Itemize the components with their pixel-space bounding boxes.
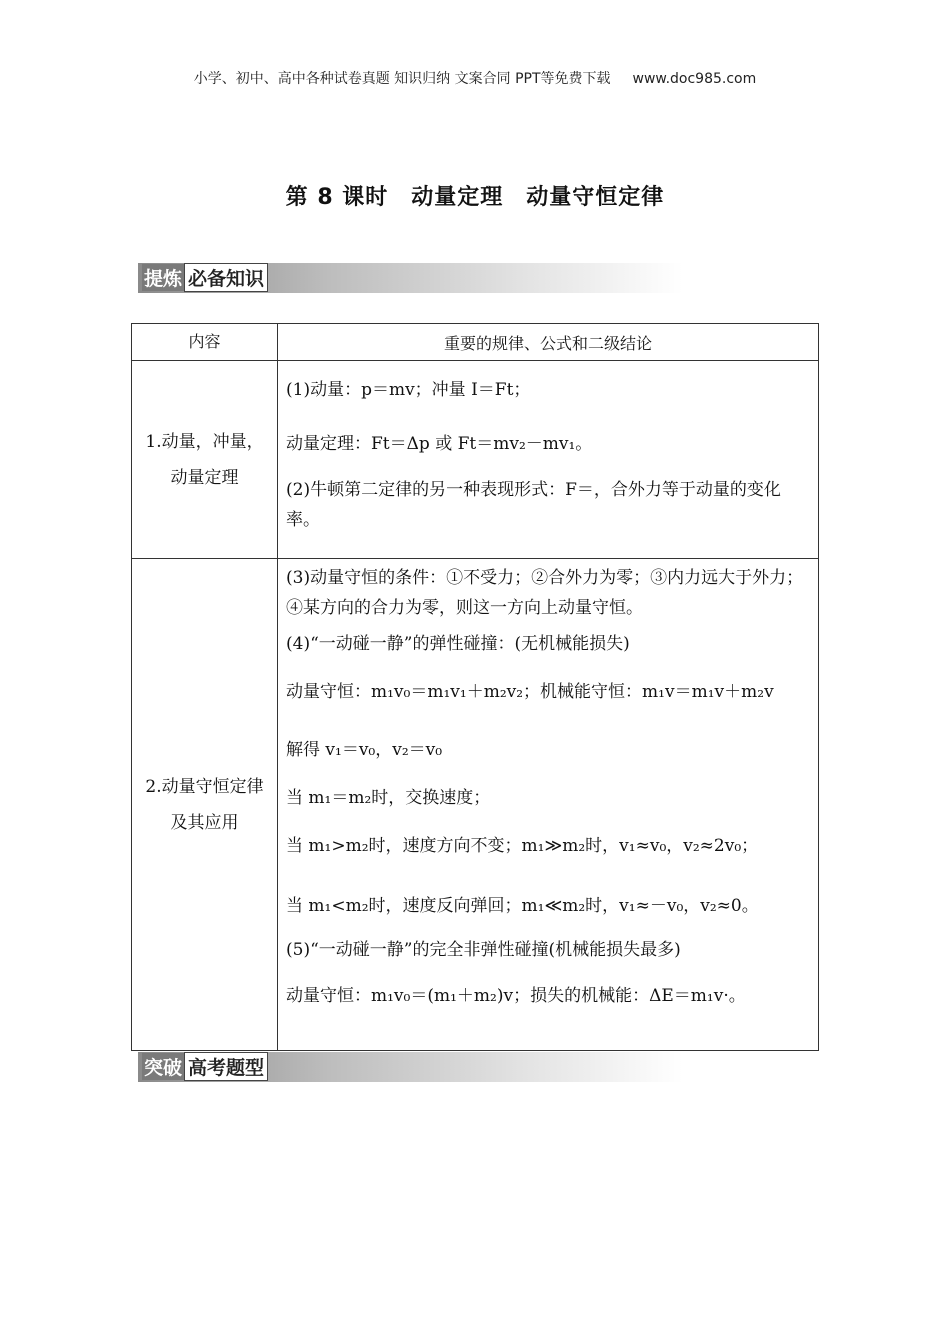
row2-line-5: 当 m₁＝m₂时，交换速度； bbox=[286, 788, 491, 808]
header-text: 小学、初中、高中各种试卷真题 知识归纳 文案合同 PPT等免费下载 bbox=[193, 71, 611, 87]
row1-label: 1.动量，冲量，动量定理 bbox=[132, 361, 278, 559]
row2-line-6: 当 m₁>m₂时，速度方向不变；m₁≫m₂时，v₁≈v₀，v₂≈2v₀； bbox=[286, 836, 759, 856]
row1-line-1: (1)动量：p＝mv；冲量 I＝Ft； bbox=[286, 380, 531, 400]
header-url[interactable]: www.doc985.com bbox=[632, 71, 757, 87]
row2-line-3: 动量守恒：m₁v₀＝m₁v₁＋m₂v₂；机械能守恒：m₁v＝m₁v＋m₂v bbox=[286, 682, 774, 702]
row2-line-1: (3)动量守恒的条件：①不受力；②合外力为零；③内力远大于外力；④某方向的合力为零，则这一方向上动量守恒。 bbox=[286, 568, 804, 618]
row2-line-9: 动量守恒：m₁v₀＝(m₁＋m₂)v；损失的机械能：ΔE＝m₁v·。 bbox=[286, 986, 746, 1006]
section-banner-knowledge bbox=[138, 263, 683, 293]
row2-line-4: 解得 v₁＝v₀，v₂＝v₀ bbox=[286, 740, 443, 760]
table-header-row bbox=[132, 324, 819, 361]
row1-content bbox=[278, 361, 819, 559]
row2-line-2: (4)“一动碰一静”的弹性碰撞：(无机械能损失) bbox=[286, 634, 630, 654]
section-banner-exam bbox=[138, 1052, 683, 1082]
row1-line-2: 动量定理：Ft＝Δp 或 Ft＝mv₂－mv₁。 bbox=[286, 434, 593, 454]
banner-knowledge-part2: 必备知识 bbox=[184, 263, 268, 292]
banner-exam-part2: 高考题型 bbox=[184, 1052, 268, 1081]
row1-line-3: (2)牛顿第二定律的另一种表现形式：F＝，合外力等于动量的变化率。 bbox=[286, 480, 781, 530]
table-row bbox=[132, 361, 819, 559]
row2-line-8: (5)“一动碰一静”的完全非弹性碰撞(机械能损失最多) bbox=[286, 940, 681, 960]
banner-knowledge-part1: 提炼 bbox=[142, 264, 184, 291]
knowledge-table bbox=[131, 323, 819, 1051]
row2-line-7: 当 m₁<m₂时，速度反向弹回；m₁≪m₂时，v₁≈－v₀，v₂≈0。 bbox=[286, 896, 759, 916]
header-laws: 重要的规律、公式和二级结论 bbox=[278, 324, 819, 361]
banner-exam-part1: 突破 bbox=[142, 1053, 184, 1080]
row2-label: 2.动量守恒定律及其应用 bbox=[132, 559, 278, 1051]
header-content: 内容 bbox=[132, 324, 278, 361]
page-header bbox=[0, 68, 950, 88]
row2-content bbox=[278, 559, 819, 1051]
page-title: 第 8 课时 动量定理 动量守恒定律 bbox=[285, 185, 665, 210]
table-row bbox=[132, 559, 819, 1051]
